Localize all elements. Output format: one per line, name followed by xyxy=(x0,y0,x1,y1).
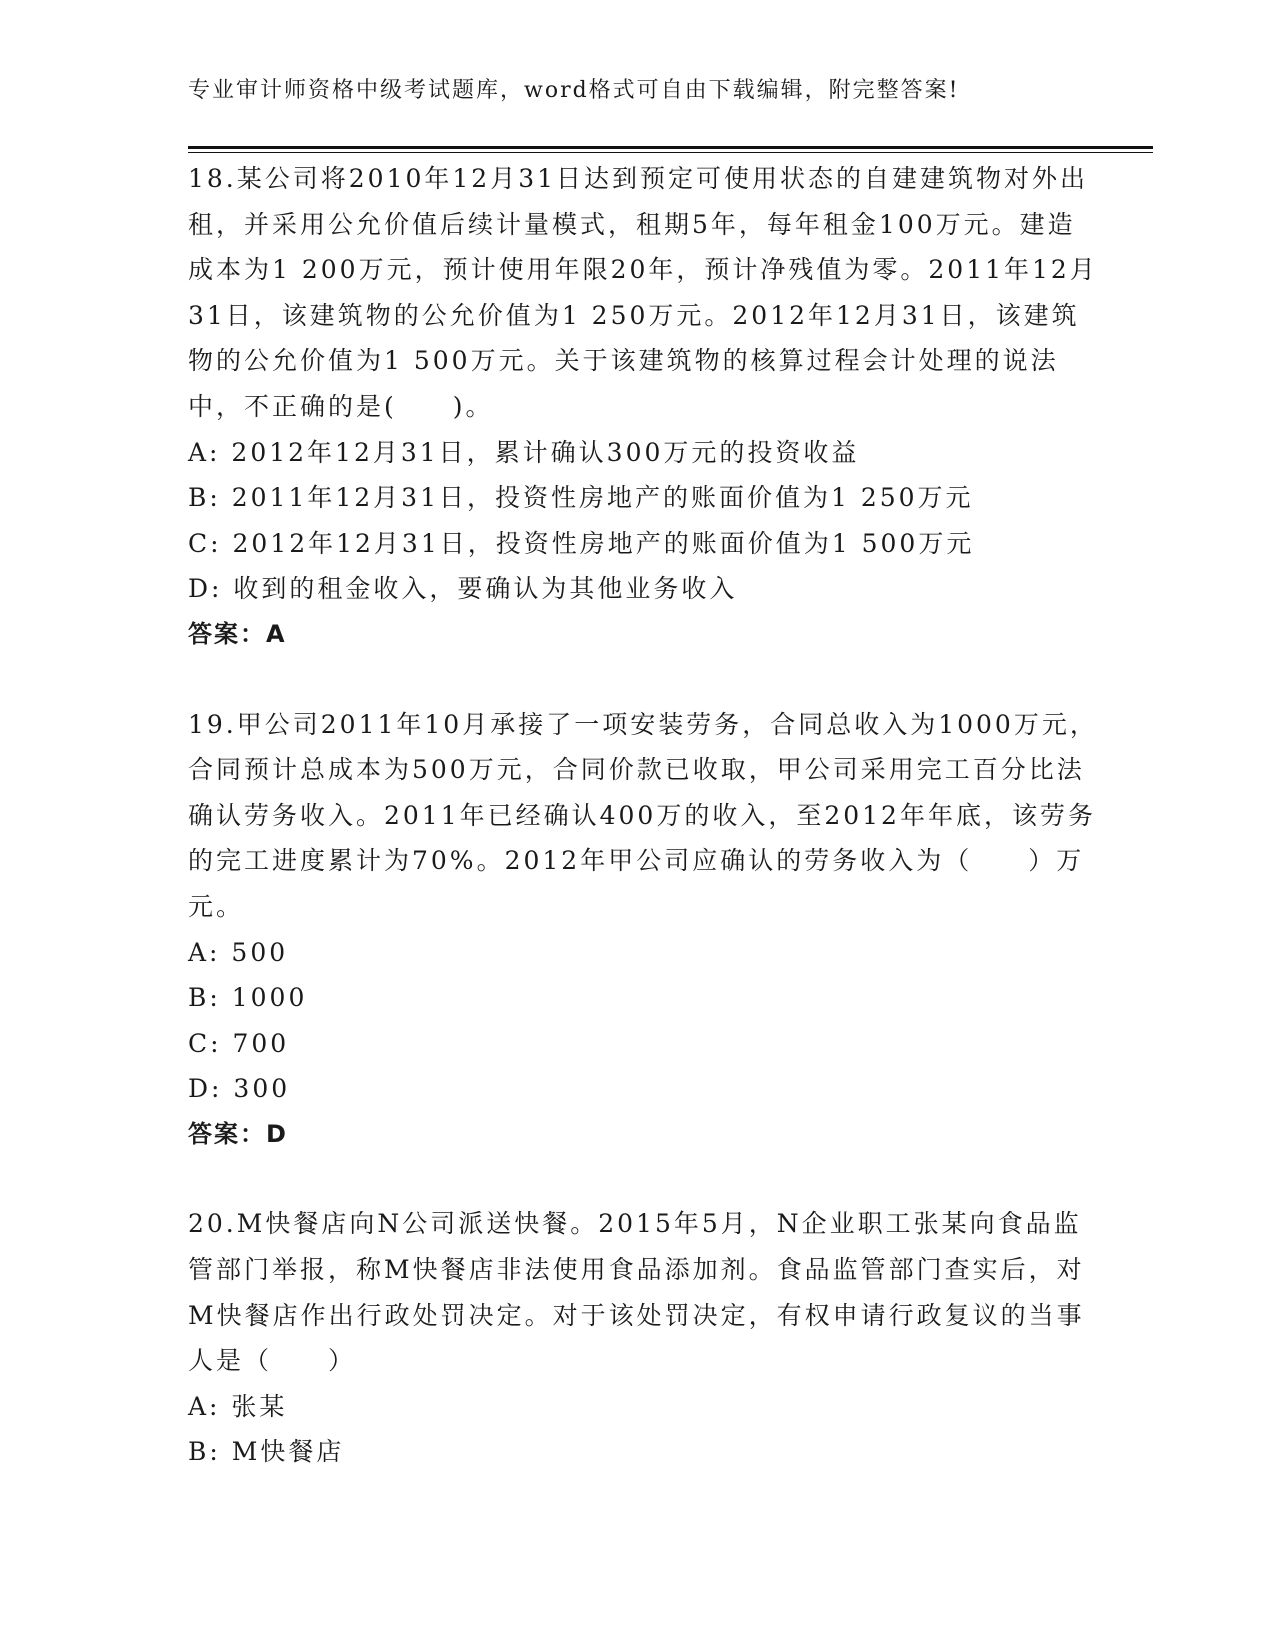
header-rule-thick xyxy=(188,146,1153,149)
header-rule-thin xyxy=(188,152,1153,153)
option-a: A: 500 xyxy=(188,937,289,967)
question-text: 19.甲公司2011年10月承接了一项安装劳务，合同总收入为1000万元，合同预计总成本为500万元，合同价款已收取，甲公司采用完工百分比法确认劳务收入。2011年已经确认400万的收入，至2012年年底，该劳务的完工进度累计为70%。2012年甲公司应确认的劳务收入为（ ）万元。 xyxy=(188,709,1098,921)
answer-label: 答案：A xyxy=(188,619,287,648)
option-b: B: M快餐店 xyxy=(188,1437,345,1467)
question-spacer xyxy=(188,658,1098,702)
answer-label: 答案：D xyxy=(188,1119,288,1148)
option-a: A: 2012年12月31日，累计确认300万元的投资收益 xyxy=(188,437,860,467)
option-a: A: 张某 xyxy=(188,1391,288,1421)
question-spacer xyxy=(188,1157,1098,1201)
question-20 xyxy=(188,1201,1098,1475)
option-c: C: 2012年12月31日，投资性房地产的账面价值为1 500万元 xyxy=(188,528,975,558)
option-b: B: 2011年12月31日，投资性房地产的账面价值为1 250万元 xyxy=(188,483,974,513)
page-header: 专业审计师资格中级考试题库，word格式可自由下载编辑，附完整答案! xyxy=(188,78,960,103)
question-text: 18.某公司将2010年12月31日达到预定可使用状态的自建建筑物对外出租，并采用公允价值后续计量模式，租期5年，每年租金100万元。建造成本为1 200万元，预计使用年限20年，预计净残值为零。2011年12月31日，该建筑物的公允价值为1 250万元。2012年12月31日，该建筑物的公允价值为1 500万元。关于该建筑物的核算过程会计处理的说法中，不正确的是( )。 xyxy=(188,164,1098,421)
question-18 xyxy=(188,156,1098,658)
option-d: D: 收到的租金收入，要确认为其他业务收入 xyxy=(188,574,738,604)
option-b: B: 1000 xyxy=(188,983,308,1013)
option-c: C: 700 xyxy=(188,1028,290,1058)
question-text: 20.M快餐店向N公司派送快餐。2015年5月，N企业职工张某向食品监管部门举报，称M快餐店非法使用食品添加剂。食品监管部门查实后，对M快餐店作出行政处罚决定。对于该处罚决定，有权申请行政复议的当事人是（ ） xyxy=(188,1209,1085,1376)
question-list xyxy=(188,156,1098,1475)
question-19 xyxy=(188,702,1098,1158)
option-d: D: 300 xyxy=(188,1074,291,1104)
